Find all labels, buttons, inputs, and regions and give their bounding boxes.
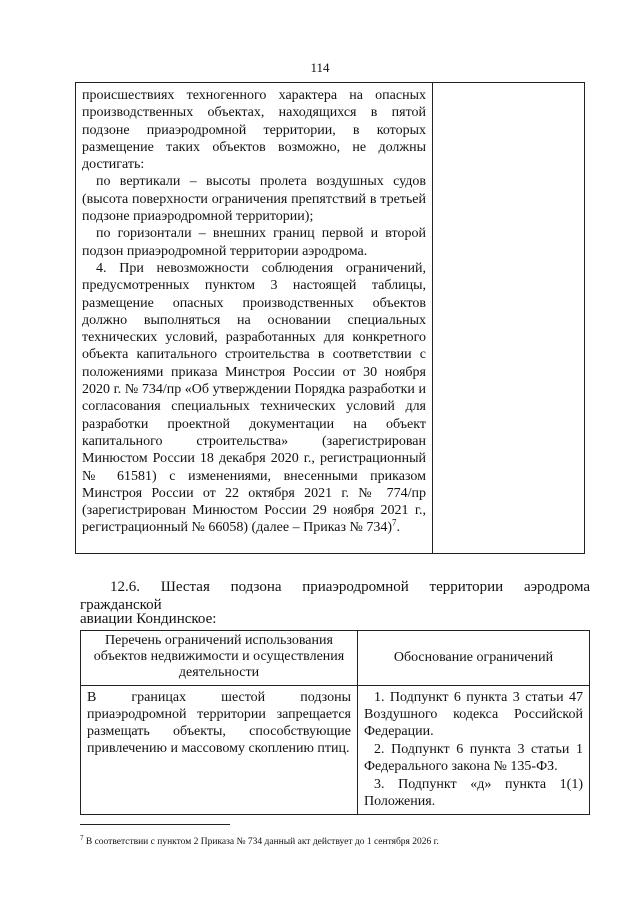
restriction-paragraph: по вертикали – высоты пролета воздушных судов (высота поверхности ограничения препятствий в третьей подзоне приаэродромной территории); [82,174,426,225]
restriction-cell [81,686,358,815]
justification-cell-empty [433,83,585,554]
justification-item: 3. Подпункт «д» пункта 1(1) Положения. [364,777,583,809]
table-header-row [81,631,590,686]
section-heading-continued: авиации Кондинское: [80,611,217,627]
restrictions-cell [76,83,433,554]
sixth-subzone-table [80,630,590,815]
justification-item: 2. Подпункт 6 пункта 3 статьи 1 Федерального закона № 135-ФЗ. [364,742,583,774]
continued-restrictions-table [75,82,585,554]
restriction-paragraph: происшествиях техногенного характера на опасных производственных объектах, находящихся в пятой подзоне приаэродромной территории, в которых размещение таких объектов возможно, не должны достигать: [82,88,426,173]
section-heading: 12.6. Шестая подзона приаэродромной территории аэродрома гражданской [80,579,590,613]
footnote-text: В соответствии с пунктом 2 Приказа № 734 данный акт действует до 1 сентября 2026 г. [83,837,439,848]
table-row [81,686,590,815]
restriction-paragraph-4 [82,260,426,537]
restriction-text: В границах шестой подзоны приаэродромной территории запрещается размещать объекты, способствующие привлечению и массовому скоплению птиц. [87,690,351,756]
header-restrictions: Перечень ограничений использования объектов недвижимости и осуществления деятельности [81,631,358,686]
paragraph-text: 4. При невозможности соблюдения ограничений, предусмотренных пунктом 3 настоящей таблицы, размещение опасных производственных объектов должно выполняться на основании специальных технических условий, разработанных для конкретного объекта капитального строительства в соответствии с положениями приказа Минстроя России от 30 ноября 2020 г. № 734/пр «Об утверждении Порядка разработки и согласования специальных технических условий для разработки проектной документации на объект капитального строительства» (зарегистрирован Минюстом России 18 декабря 2020 г., регистрационный № 61581) с изменениями, внесенными приказом Минстроя России от 22 октября 2021 г. № 774/пр (зарегистрирован Минюстом России 29 ноября 2021 г., регистрационный № 66058) (далее – Приказ № 734) [82,260,426,536]
header-justification: Обоснование ограничений [358,631,590,686]
footnote-reference: 7 [392,517,397,528]
justification-item: 1. Подпункт 6 пункта 3 статьи 47 Воздушного кодекса Российской Федерации. [364,690,583,739]
paragraph-end: . [396,520,401,536]
footnote-marker: 7 [80,834,84,842]
justification-cell [358,686,590,815]
restriction-paragraph: по горизонтали – внешних границ первой и второй подзон приаэродромной территории аэродрома. [82,226,426,259]
footnote [80,832,600,848]
page-number: 114 [310,60,330,75]
footnote-divider [80,824,230,825]
